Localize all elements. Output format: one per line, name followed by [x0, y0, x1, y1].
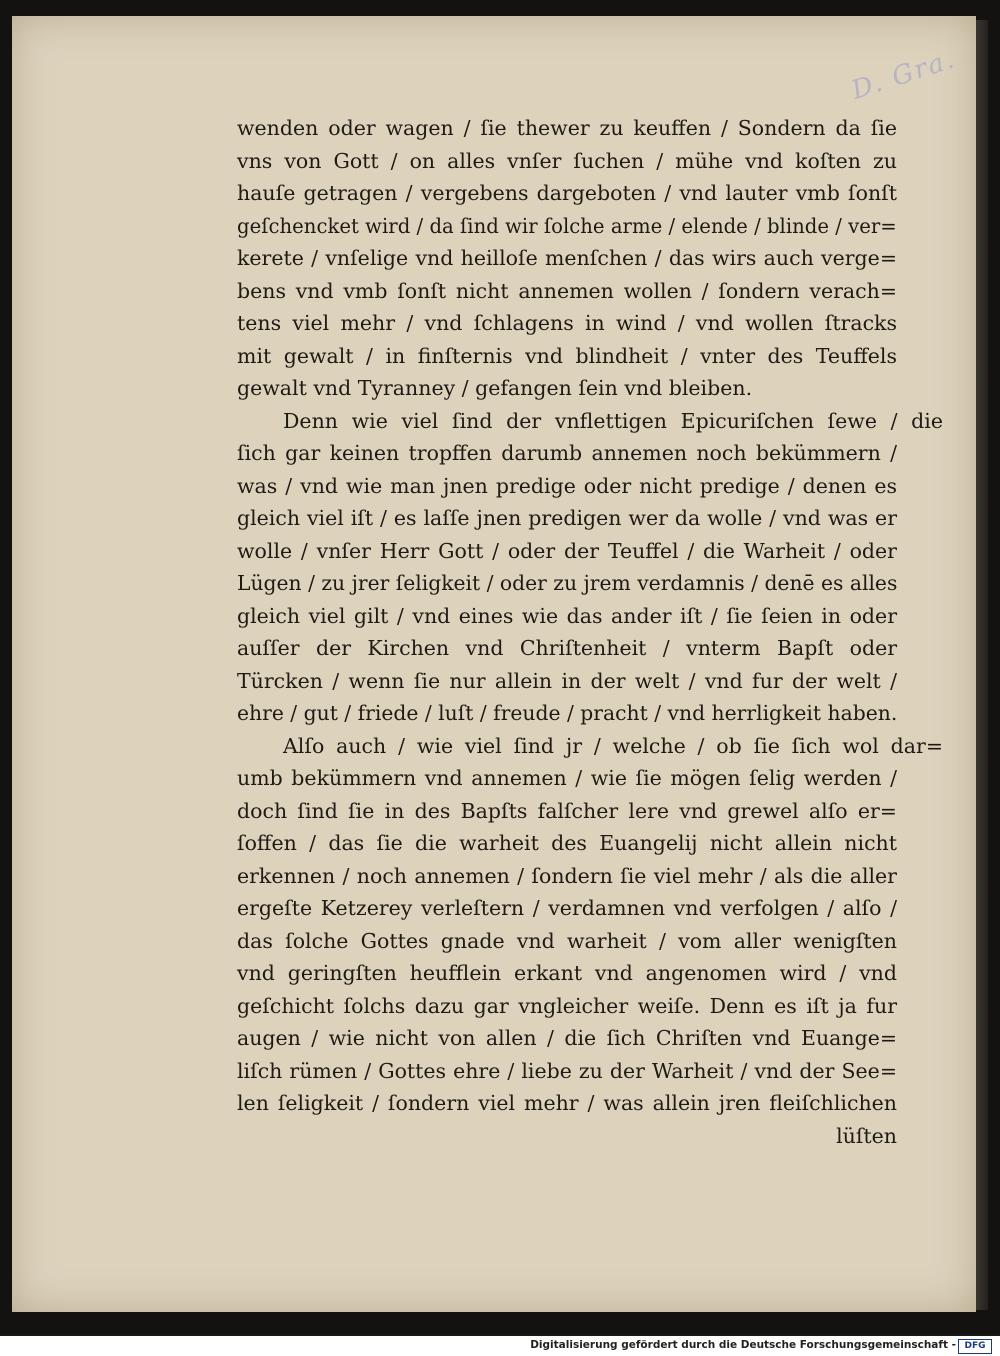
text-line: Lügen / zu jrer ſeligkeit / oder zu jrem verdamnis / denē es alles	[237, 571, 898, 595]
text-line: liſch rümen / Gottes ehre / liebe zu der Warheit / vnd der See=	[237, 1058, 897, 1083]
text-line: Alſo auch / wie viel ſind jr / welche / ob ſie ſich wol dar=	[283, 733, 943, 758]
text-line: umb bekümmern vnd annemen / wie ſie mögen ſelig werden /	[237, 766, 897, 790]
text-line: wenden oder wagen / ſie thewer zu keuffen / Sondern da ſie	[237, 116, 897, 140]
text-line: gleich viel iſt / es laſſe jnen predigen wer da wolle / vnd was er	[237, 506, 897, 530]
text-line: kerete / vnſelige vnd heilloſe menſchen / das wirs auch verge=	[237, 246, 897, 270]
text-line: augen / wie nicht von allen / die ſich Chriſten vnd Euange=	[237, 1026, 897, 1050]
margin-note: D. Gra.	[847, 44, 960, 106]
text-line: geſchicht ſolchs dazu gar vngleicher weiſe. Denn es iſt ja fur	[237, 993, 897, 1018]
text-line: tens viel mehr / vnd ſchlagens in wind / vnd wollen ſtracks	[237, 311, 897, 335]
dfg-logo[interactable]: DFG	[958, 1339, 992, 1354]
text-line: gleich viel gilt / vnd eines wie das ander iſt / ſie ſeien in oder	[237, 603, 897, 628]
text-line: Türcken / wenn ſie nur allein in der welt / vnd fur der welt /	[237, 668, 897, 693]
text-line: auſſer der Kirchen vnd Chriſtenheit / vnterm Bapſt oder	[237, 636, 897, 660]
funding-credit: Digitalisierung gefördert durch die Deutsche Forschungsgemeinschaft -	[530, 1339, 956, 1351]
text-line: ſoffen / das ſie die warheit des Euangelij nicht allein nicht	[237, 831, 897, 855]
catchword: lüſten	[836, 1123, 897, 1148]
text-line: ehre / gut / friede / luſt / freude / pracht / vnd herrligkeit haben.	[237, 701, 898, 725]
text-line: erkennen / noch annemen / ſondern ſie viel mehr / als die aller	[237, 863, 897, 888]
text-line: geſchencket wird / da ſind wir ſolche arme / elende / blinde / ver=	[237, 213, 897, 238]
text-line: doch ſind ſie in des Bapſts falſcher lere vnd grewel alſo er=	[237, 798, 897, 823]
text-line: mit gewalt / in finſternis vnd blindheit / vnter des Teuffels	[237, 343, 897, 368]
text-line: Denn wie viel ſind der vnflettigen Epicuriſchen ſewe / die	[283, 408, 943, 433]
footer-bar	[0, 1336, 1000, 1356]
page-text	[237, 112, 943, 1152]
text-line: ergeſte Ketzerey verleſtern / verdamnen vnd verfolgen / alſo /	[237, 896, 897, 920]
text-line: was / vnd wie man jnen predige oder nicht predige / denen es	[237, 473, 897, 498]
text-line: gewalt vnd Tyranney / gefangen ſein vnd bleiben.	[237, 376, 753, 400]
text-line: len ſeligkeit / ſondern viel mehr / was allein jren fleiſchlichen	[237, 1091, 897, 1115]
text-line: ſich gar keinen tropffen darumb annemen noch bekümmern /	[237, 441, 897, 465]
text-line: vns von Gott / on alles vnſer ſuchen / mühe vnd koſten zu	[237, 148, 897, 173]
text-line: vnd geringſten heufflein erkant vnd angenomen wird / vnd	[237, 961, 897, 985]
text-line: hauſe getragen / vergebens dargeboten / vnd lauter vmb ſonſt	[237, 181, 897, 205]
page-edge	[976, 20, 988, 1310]
text-line: bens vnd vmb ſonſt nicht annemen wollen / ſondern verach=	[237, 278, 897, 303]
text-line: wolle / vnſer Herr Gott / oder der Teuffel / die Warheit / oder	[237, 538, 897, 563]
text-line: das ſolche Gottes gnade vnd warheit / vom aller wenigſten	[237, 928, 897, 953]
